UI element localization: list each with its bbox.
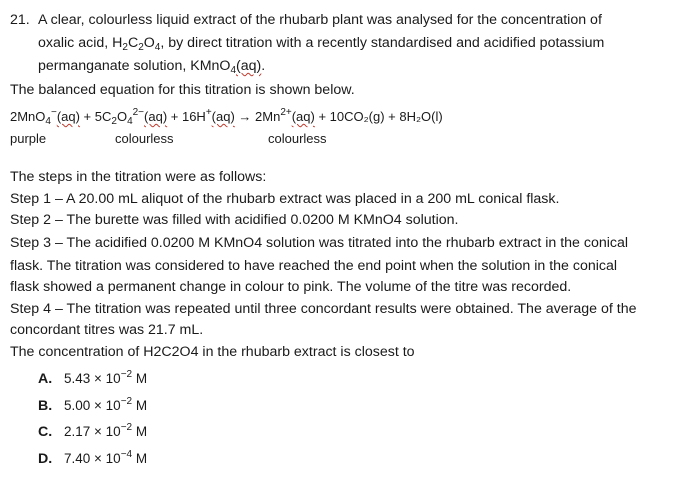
step-3-line-2: flask. The titration was considered to have reached the end point when the solution in the conical bbox=[10, 258, 618, 274]
question-prompt: The concentration of H2C2O4 in the rhubarb extract is closest to bbox=[10, 344, 415, 360]
option-letter: D. bbox=[38, 451, 53, 467]
balanced-equation: $2MnO_4^-(aq) + 5C_2O_4^{2-}(aq) + 16H^+(aq) \to 2Mn^{2+}(aq) + 10CO_2(g) + 8H_2O(l)$ bbox=[10, 107, 443, 127]
option-letter: A. bbox=[38, 371, 53, 387]
colour-label-colourless-1: colourless bbox=[115, 131, 174, 146]
option-a[interactable]: A. $5.43 \times 10^{-2}$ M bbox=[38, 369, 148, 387]
step-4-line-1: Step 4 – The titration was repeated until three concordant results were obtained. The average of the bbox=[10, 301, 637, 317]
step-2: Step 2 – The burette was filled with acidified 0.0200 M KMnO4 solution. bbox=[10, 212, 459, 228]
colour-label-purple: purple bbox=[10, 131, 47, 146]
option-d[interactable]: D. $7.40 \times 10^{-4}$ M bbox=[38, 449, 148, 467]
option-letter: C. bbox=[38, 424, 53, 440]
question-line-2: oxalic acid, $H_2C_2O_4$, by direct titration with a recently standardised and acidified potassium bbox=[38, 35, 605, 53]
option-b[interactable]: B. $5.00 \times 10^{-2}$ M bbox=[38, 396, 148, 414]
step-3-line-1: Step 3 – The acidified 0.0200 M KMnO4 solution was titrated into the rhubarb extract in the conical bbox=[10, 235, 629, 251]
equation-intro: The balanced equation for this titration is shown below. bbox=[10, 82, 355, 98]
option-letter: B. bbox=[38, 398, 53, 414]
steps-intro: The steps in the titration were as follows: bbox=[10, 169, 267, 185]
step-3-line-3: flask showed a permanent change in colour to pink. The volume of the titre was recorded. bbox=[10, 279, 572, 295]
option-c[interactable]: C. $2.17 \times 10^{-2}$ M bbox=[38, 422, 148, 440]
colour-label-colourless-2: colourless bbox=[268, 131, 327, 146]
step-4-line-2: concordant titres was 21.7 mL. bbox=[10, 322, 204, 338]
step-1: Step 1 – A 20.00 mL aliquot of the rhubarb extract was placed in a 200 mL conical flask. bbox=[10, 191, 560, 207]
question-line-3: permanganate solution, KMnO$_4$(aq). bbox=[38, 58, 266, 76]
question-number: 21. bbox=[10, 12, 30, 28]
question-line-1: A clear, colourless liquid extract of the rhubarb plant was analysed for the concentration of bbox=[38, 12, 602, 28]
